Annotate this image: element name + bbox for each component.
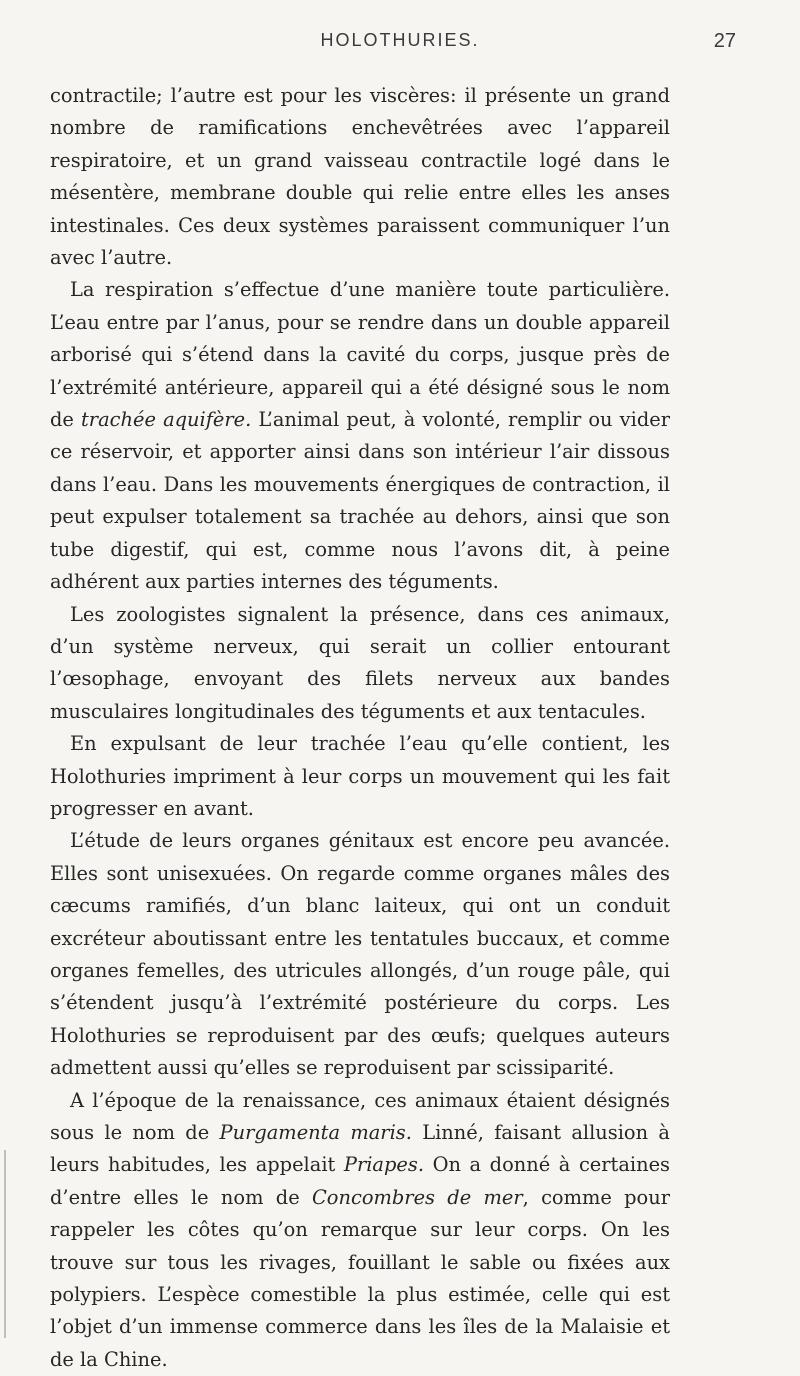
paragraph-4-text: En expulsant de leur trachée l’eau qu’elle contient, les Holothuries impriment à leur corps un mouvement qui les fait progresser en avant. — [50, 732, 670, 820]
body-text — [50, 80, 670, 1376]
paragraph-6-text-d: , comme pour rappeler les côtes qu’on remarque sur leur corps. On les trouve sur tous les rivages, fouillant le sable ou fixées aux polypiers. L’espèce comestible la plus estimée, celle qui est l’objet d’un immense commerce dans les îles de la Malaisie et de la Chine. — [50, 1185, 670, 1371]
paragraph-5-text: L’étude de leurs organes génitaux est encore peu avancée. Elles sont unisexuées. On regarde comme organes mâles des cæcums ramifiés, d’un blanc laiteux, qui ont un conduit excréteur aboutissant entre les tentatules buccaux, et comme organes femelles, des utricules allongés, d’un rouge pâle, qui s’étendent jusqu’à l’extrémité postérieure du corps. Les Holothuries se reproduisent par des œufs; quelques auteurs admettent aussi qu’elles se reproduisent par scissiparité. — [50, 829, 670, 1080]
page-number: 27 — [713, 30, 736, 52]
paragraph-2 — [50, 274, 670, 598]
paragraph-5 — [50, 825, 670, 1084]
running-title: HOLOTHURIES. — [320, 30, 480, 50]
paragraph-2-text-b: L’animal peut, à volonté, remplir ou vider ce réservoir, et apporter ainsi dans son intérieur l’air dissous dans l’eau. Dans les mouvements énergiques de contraction, il peut expulser totalement sa trachée au dehors, ainsi que son tube digestif, qui est, comme nous l’avons dit, à peine adhérent aux parties internes des téguments. — [50, 408, 670, 594]
paragraph-6 — [50, 1085, 670, 1376]
paragraph-6-text-c: On a donné à certaines d’entre elles le nom de — [50, 1153, 671, 1209]
paragraph-6-text-a: A l’époque de la renaissance, ces animaux étaient désignés sous le nom de — [50, 1088, 670, 1144]
paragraph-4 — [50, 728, 670, 825]
paragraph-6-text-b: Linné, faisant allusion à leurs habitudes, les appelait — [50, 1121, 670, 1177]
term-trachee-aquifere: trachée aquifère. — [81, 408, 252, 432]
paragraph-1 — [50, 80, 670, 274]
paragraph-2-text-a: La respiration s’effectue d’une manière toute particulière. L’eau entre par l’anus, pour se rendre dans un double appareil arborisé qui s’étend dans la cavité du corps, jusque près de l’extrémité antérieure, appareil qui a été désigné sous le nom de — [50, 278, 670, 432]
paragraph-1-text: contractile; l’autre est pour les viscères: il présente un grand nombre de ramifications enchevêtrées avec l’appareil respiratoire, et un grand vaisseau contractile logé dans le mésentère, membrane double qui relie entre elles les anses intestinales. Ces deux systèmes paraissent communiquer l’un avec l’autre. — [50, 84, 670, 270]
paragraph-3 — [50, 599, 670, 729]
term-purgamenta-maris: Purgamenta maris. — [219, 1121, 412, 1144]
term-priapes: Priapes. — [343, 1153, 424, 1177]
running-head — [80, 30, 736, 56]
paragraph-3-text: Les zoologistes signalent la présence, dans ces animaux, d’un système nerveux, qui serait un collier entourant l’œsophage, envoyant des filets nerveux aux bandes musculaires longitudinales des téguments et aux tentacules. — [50, 602, 670, 723]
page-edge-shadow — [4, 1150, 6, 1338]
term-concombres-de-mer: Concombres de mer — [311, 1185, 523, 1209]
